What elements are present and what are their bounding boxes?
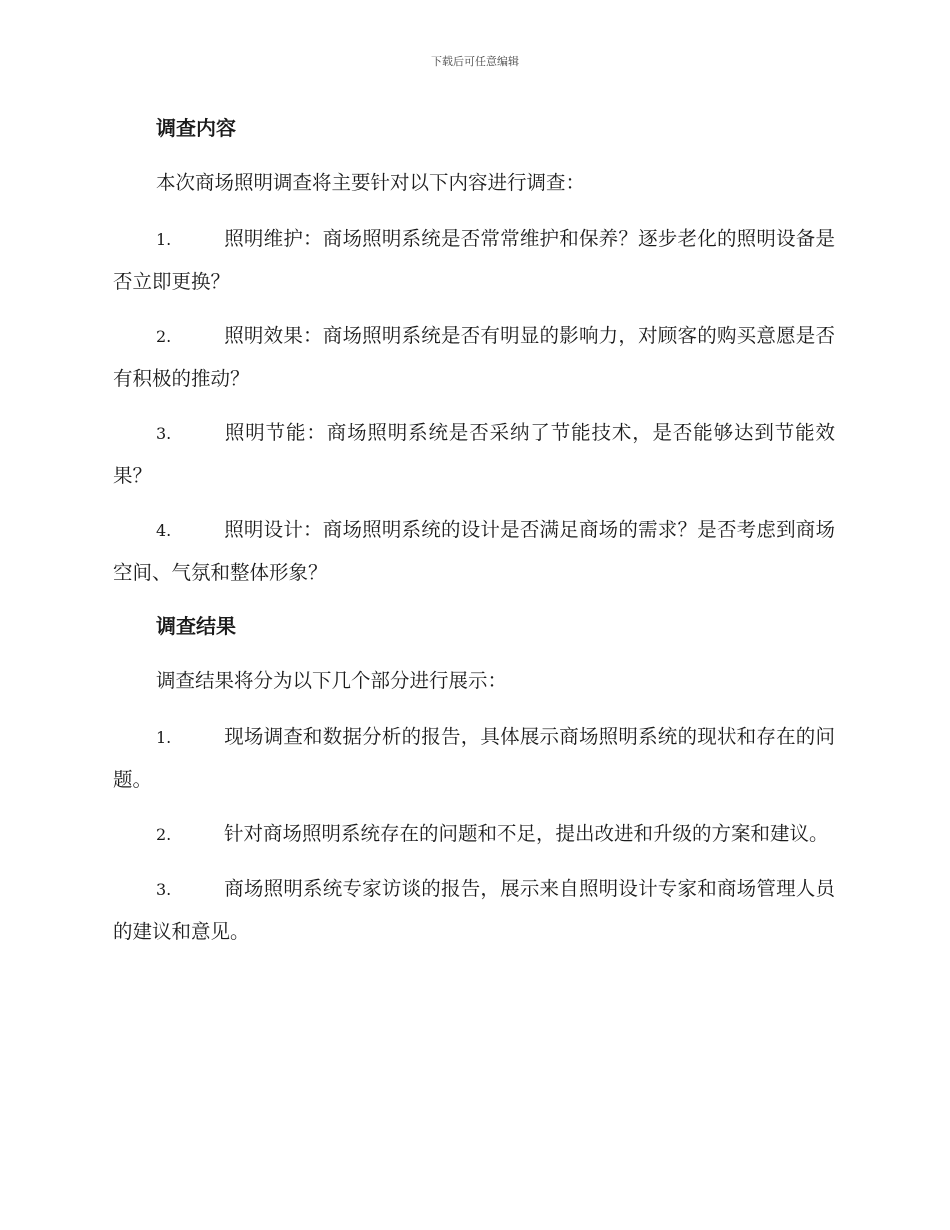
section-intro: 本次商场照明调查将主要针对以下内容进行调查： <box>156 171 586 194</box>
list-item <box>113 315 835 400</box>
list-item-number: 4. <box>156 521 172 540</box>
section-title-survey-content: 调查内容 <box>156 116 236 140</box>
list-item <box>113 716 835 801</box>
list-item-number: 2. <box>156 327 172 346</box>
list-item <box>113 813 835 856</box>
list-item-text: 针对商场照明系统存在的问题和不足，提出改进和升级的方案和建议。 <box>224 822 829 845</box>
section-intro: 调查结果将分为以下几个部分进行展示： <box>156 669 508 692</box>
list-item-number: 1. <box>156 230 172 249</box>
list-item <box>113 868 835 953</box>
list-item <box>113 412 835 497</box>
list-item-text: 照明设计：商场照明系统的设计是否满足商场的需求？是否考虑到商场空间、气氛和整体形象？ <box>113 518 835 584</box>
list-item <box>113 509 835 594</box>
list-item-number: 1. <box>156 728 172 747</box>
list-item-number: 2. <box>156 825 172 844</box>
list-item-number: 3. <box>156 880 172 899</box>
list-item-text: 照明节能：商场照明系统是否采纳了节能技术，是否能够达到节能效果？ <box>113 421 835 487</box>
list-item <box>113 218 835 303</box>
list-item-text: 现场调查和数据分析的报告，具体展示商场照明系统的现状和存在的问题。 <box>113 725 835 791</box>
list-item-number: 3. <box>156 424 172 443</box>
document-body <box>113 108 835 965</box>
list-item-text: 照明维护：商场照明系统是否常常维护和保养？逐步老化的照明设备是否立即更换？ <box>113 227 835 293</box>
list-item-text: 商场照明系统专家访谈的报告，展示来自照明设计专家和商场管理人员的建议和意见。 <box>113 877 835 943</box>
section-title-survey-results: 调查结果 <box>156 614 236 638</box>
list-item-text: 照明效果：商场照明系统是否有明显的影响力，对顾客的购买意愿是否有积极的推动？ <box>113 324 835 390</box>
page-header: 下载后可任意编辑 <box>431 55 519 68</box>
